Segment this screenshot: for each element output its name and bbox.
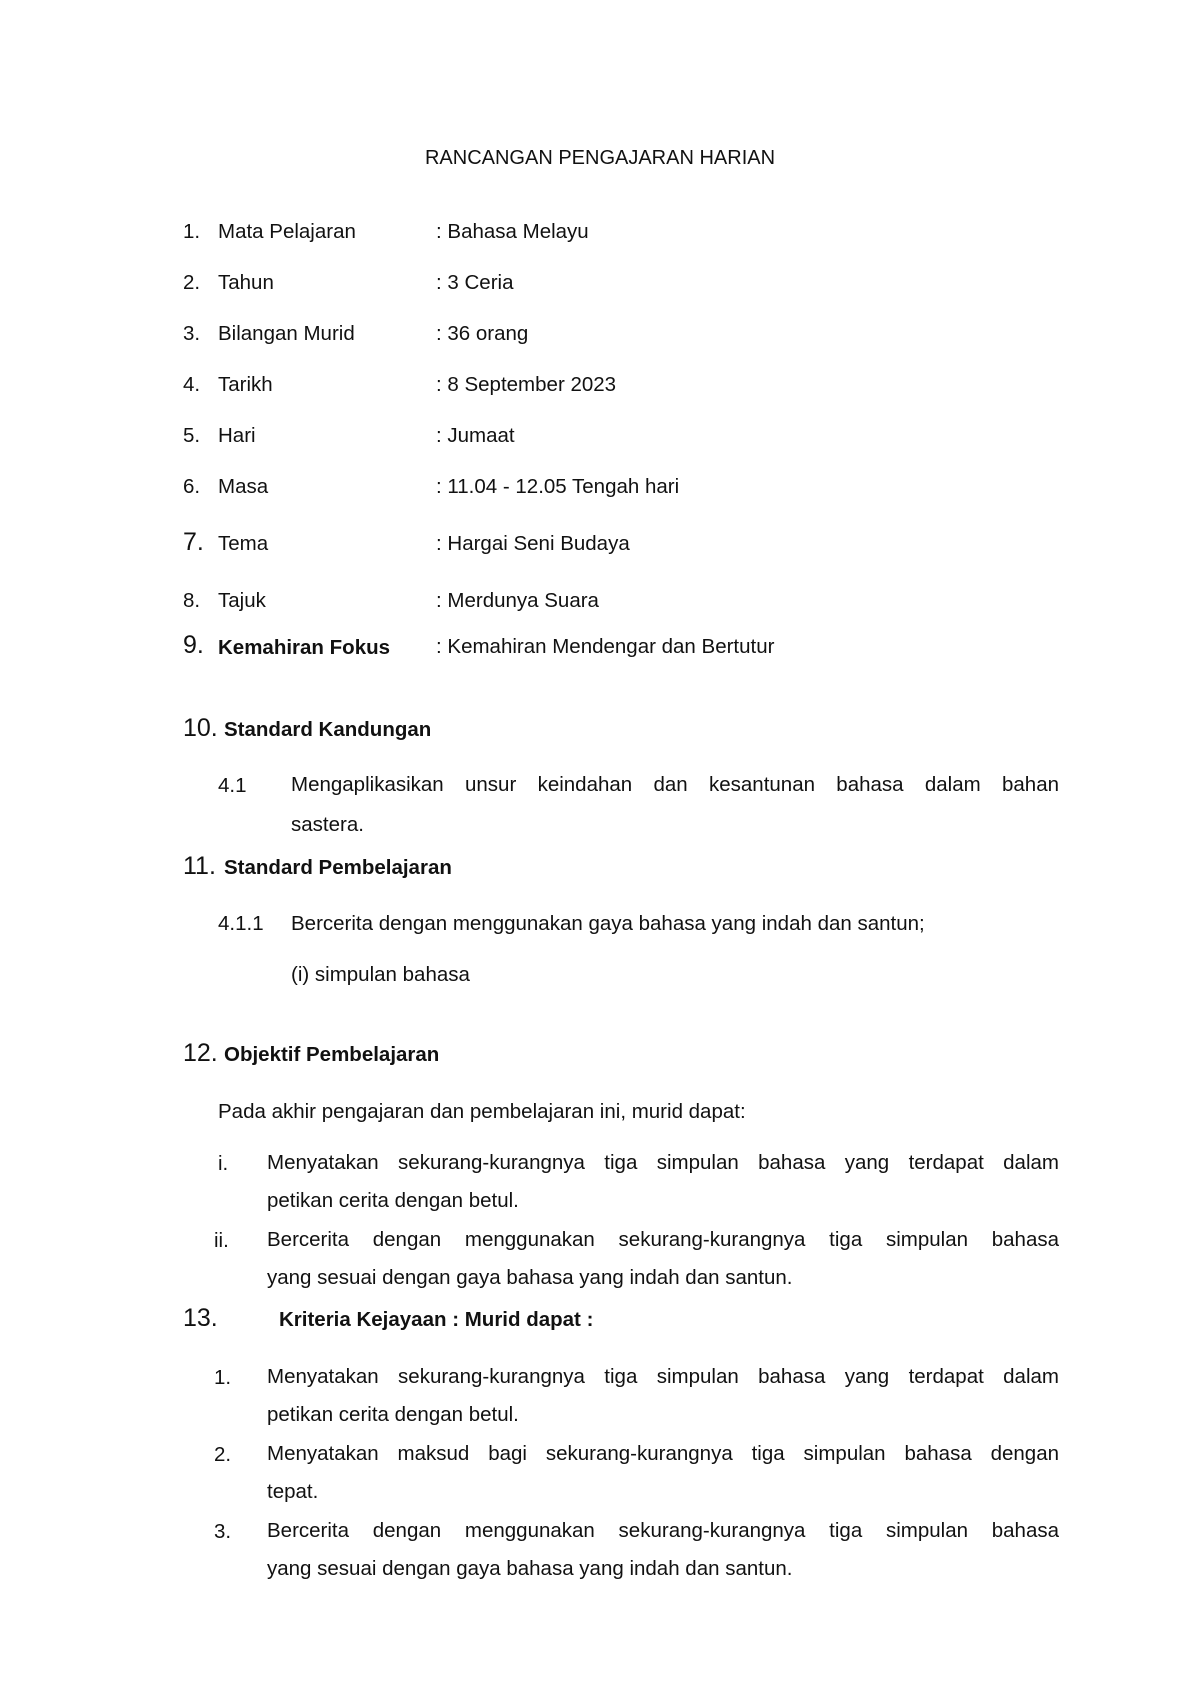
section-number: 10. — [183, 714, 218, 742]
info-label: Tarikh — [218, 373, 273, 396]
list-text-line: Menyatakan maksud bagi sekurang-kurangnya tiga simpulan bahasa dengan — [267, 1442, 1059, 1465]
list-text-line: petikan cerita dengan betul. — [267, 1189, 519, 1212]
info-value: : 36 orang — [436, 322, 529, 345]
list-marker: i. — [218, 1152, 229, 1175]
item-number: 4. — [183, 373, 201, 396]
info-label: Bilangan Murid — [218, 322, 355, 345]
item-number: 9. — [183, 631, 204, 659]
list-text-line: Menyatakan sekurang-kurangnya tiga simpulan bahasa yang terdapat dalam — [267, 1151, 1059, 1174]
list-marker: 1. — [214, 1366, 232, 1389]
list-text-line: yang sesuai dengan gaya bahasa yang indah dan santun. — [267, 1266, 793, 1289]
info-value: : Hargai Seni Budaya — [436, 532, 630, 555]
info-value: : 3 Ceria — [436, 271, 514, 294]
list-marker: ii. — [214, 1229, 229, 1252]
info-label: Kemahiran Fokus — [218, 636, 391, 659]
info-value: : Bahasa Melayu — [436, 220, 589, 243]
list-text-line: tepat. — [267, 1480, 319, 1503]
list-text-line: petikan cerita dengan betul. — [267, 1403, 519, 1426]
list-text-line: Menyatakan sekurang-kurangnya tiga simpulan bahasa yang terdapat dalam — [267, 1365, 1059, 1388]
section-heading: Standard Kandungan — [224, 718, 432, 741]
info-label: Tajuk — [218, 589, 266, 612]
info-value: : 11.04 - 12.05 Tengah hari — [436, 475, 680, 498]
item-number: 7. — [183, 528, 204, 556]
standard-text-line: Mengaplikasikan unsur keindahan dan kesantunan bahasa dalam bahan — [291, 773, 1059, 796]
info-label: Mata Pelajaran — [218, 220, 356, 243]
item-number: 2. — [183, 271, 201, 294]
section-number: 13. — [183, 1304, 218, 1332]
item-number: 6. — [183, 475, 201, 498]
objektif-intro: Pada akhir pengajaran dan pembelajaran ini, murid dapat: — [218, 1100, 746, 1123]
item-number: 1. — [183, 220, 201, 243]
info-label: Tahun — [218, 271, 274, 294]
standard-subitem: (i) simpulan bahasa — [291, 963, 470, 986]
info-label: Masa — [218, 475, 269, 498]
section-heading: Standard Pembelajaran — [224, 856, 452, 879]
info-label: Tema — [218, 532, 269, 555]
info-value: : Jumaat — [436, 424, 515, 447]
page-title: RANCANGAN PENGAJARAN HARIAN — [424, 147, 776, 169]
section-number: 11. — [183, 852, 216, 880]
list-text-line: Bercerita dengan menggunakan sekurang-kurangnya tiga simpulan bahasa — [267, 1519, 1059, 1542]
section-heading: Objektif Pembelajaran — [224, 1043, 440, 1066]
item-number: 5. — [183, 424, 201, 447]
info-value: : Merdunya Suara — [436, 589, 599, 612]
item-number: 8. — [183, 589, 201, 612]
section-number: 12. — [183, 1039, 218, 1067]
section-heading: Kriteria Kejayaan : Murid dapat : — [279, 1308, 594, 1331]
standard-code: 4.1.1 — [218, 912, 264, 935]
list-text-line: yang sesuai dengan gaya bahasa yang indah dan santun. — [267, 1557, 793, 1580]
info-value: : 8 September 2023 — [436, 373, 617, 396]
list-marker: 3. — [214, 1520, 232, 1543]
standard-code: 4.1 — [218, 774, 247, 797]
info-label: Hari — [218, 424, 256, 447]
list-text-line: Bercerita dengan menggunakan sekurang-kurangnya tiga simpulan bahasa — [267, 1228, 1059, 1251]
standard-text: Bercerita dengan menggunakan gaya bahasa yang indah dan santun; — [291, 912, 925, 935]
info-value: : Kemahiran Mendengar dan Bertutur — [436, 635, 775, 658]
list-marker: 2. — [214, 1443, 232, 1466]
standard-text-line: sastera. — [291, 813, 364, 836]
item-number: 3. — [183, 322, 201, 345]
